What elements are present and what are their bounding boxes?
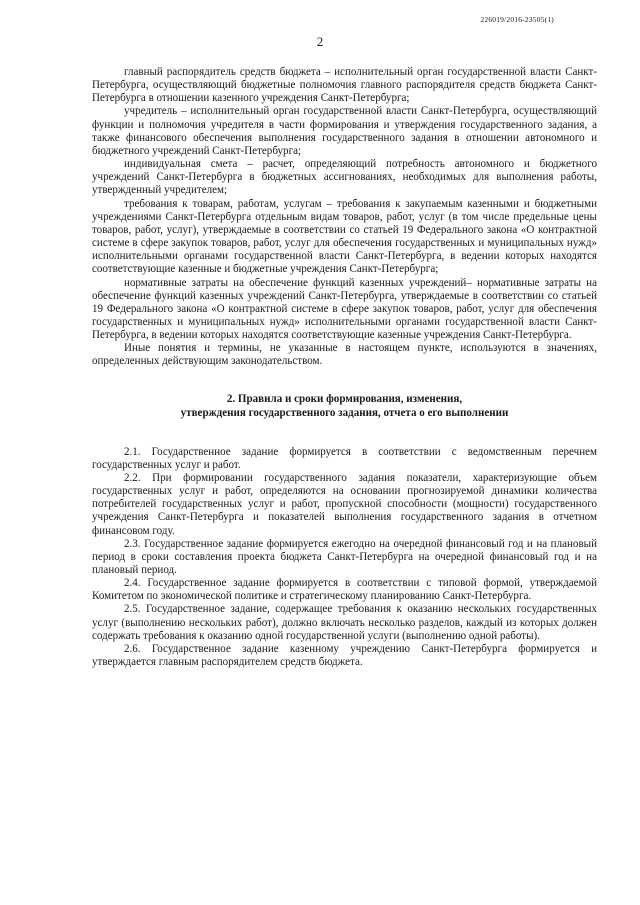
definition-paragraph: учредитель – исполнительный орган государственной власти Санкт-Петербурга, осуществляющий функции и полномочия учредителя в части формирования и утверждения государственного задания, а также финансового обеспечения выполнения государственного задания в отношении автономного и бюджетного учреждений Санкт-Петербурга; [92,105,597,157]
definition-paragraph: главный распорядитель средств бюджета – исполнительный орган государственной власти Санкт-Петербурга, осуществляющий бюджетные полномочия главного распорядителя средств бюджета Санкт-Петербурга в отношении казенного учреждения Санкт-Петербурга; [92,66,597,105]
section-2-title-line-2: утверждения государственного задания, отчета о его выполнении [180,406,509,419]
section-2-paragraph: 2.6. Государственное задание казенному учреждению Санкт-Петербурга формируется и утверждается главным распорядителем средств бюджета. [92,642,597,669]
definition-paragraph: требования к товарам, работам, услугам – требования к закупаемым казенными и бюджетными учреждениями Санкт-Петербурга отдельным видам товаров, работ, услуг (в том числе предельные цены товаров, работ, услуг), утверждаемые в соответствии со статьей 19 Федерального закона «О контрактной системе в сфере закупок товаров, работ, услуг для обеспечения государственных и муниципальных нужд» исполнительными органами государственной власти Санкт-Петербурга, в ведении которых находятся соответствующие казенные и бюджетные учреждения Санкт-Петербурга; [92,197,597,276]
document-body [92,66,597,669]
section-2-paragraph: 2.2. При формировании государственного задания показатели, характеризующие объем государственных услуг и работ, определяются на основании прогнозируемой динамики количества потребителей государственных услуг и работ, пропускной способности (мощности) государственного учреждения Санкт-Петербурга и показателей выполнения государственного задания в отчетном финансовом году. [92,471,597,537]
section-2-title-line-1: 2. Правила и сроки формирования, изменения, [226,392,463,405]
page-number: 2 [316,34,324,49]
section-2-title [92,392,597,420]
definition-paragraph: нормативные затраты на обеспечение функций казенных учреждений– нормативные затраты на обеспечение функций казенных учреждений Санкт-Петербурга, утверждаемые в соответствии со статьей 19 Федерального закона «О контрактной системе в сфере закупок товаров, работ, услуг для обеспечения государственных и муниципальных нужд» исполнительными органами государственной власти Санкт-Петербурга, в ведении которых находятся соответствующие казенные учреждения Санкт-Петербурга. [92,276,597,342]
section-2-paragraph: 2.3. Государственное задание формируется ежегодно на очередной финансовый год и на плановый период в сроки составления проекта бюджета Санкт-Петербурга на очередной финансовый год и на плановый период. [92,537,597,576]
definition-paragraph: Иные понятия и термины, не указанные в настоящем пункте, используются в значениях, определенных действующим законодательством. [92,342,597,368]
section-2-paragraph: 2.5. Государственное задание, содержащее требования к оказанию нескольких государственных услуг (выполнению нескольких работ), должно включать несколько разделов, каждый из которых должен содержать требования к оказанию одной государственной услуги (выполнению одной работы). [92,603,597,642]
document-id: 226019/2016-23505(1) [480,15,554,24]
section-2-paragraph: 2.4. Государственное задание формируется в соответствии с типовой формой, утверждаемой Комитетом по экономической политике и стратегическому планированию Санкт-Петербурга. [92,577,597,603]
section-2-paragraph: 2.1. Государственное задание формируется в соответствии с ведомственным перечнем государственных услуг и работ. [92,445,597,471]
definition-paragraph: индивидуальная смета – расчет, определяющий потребность автономного и бюджетного учреждений Санкт-Петербурга в бюджетных ассигнованиях, необходимых для выполнения работы, утвержденный учредителем; [92,158,597,197]
